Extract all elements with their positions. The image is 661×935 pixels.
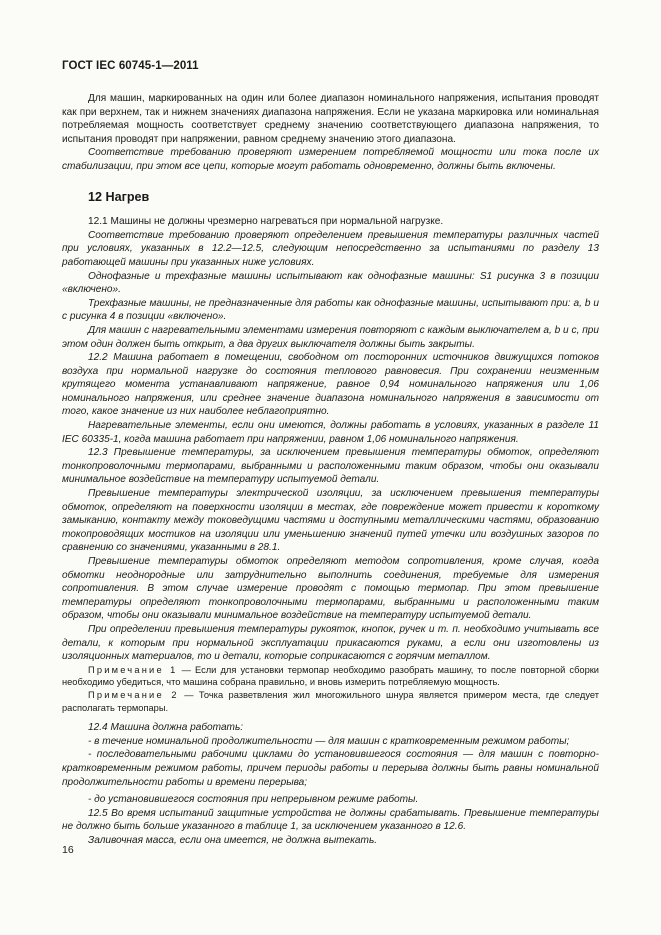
document-body (62, 92, 599, 847)
heating-elements-voltage-paragraph: Нагревательные элементы, если они имеются, должны работать в условиях, указанных в разделе 11 IEC 60335-1, когда машина работает при напряжении, равном 1,06 номинального напряжения. (62, 420, 599, 445)
compliance-paragraph: Соответствие требованию проверяют измерением потребляемой мощности или тока после их стабилизации, при этом все цепи, которые могут работать одновременно, должны быть включены. (62, 147, 599, 172)
note-1 (62, 664, 599, 689)
clause-12-4-item-3: - до установившегося состояния при непрерывном режиме работы. (88, 794, 419, 806)
intro-paragraph: Для машин, маркированных на один или более диапазон номинального напряжения, испытания проводят как при верхнем, так и нижнем значениях диапазона напряжения. Если не указана маркировка или номинальная потребляемая мощность соответствует среднему значению соответствующего диапазона напряжения, то испытания проводят при напряжении, равном среднему значению этого диапазона. (62, 93, 599, 145)
section-title: 12 Нагрев (88, 189, 150, 204)
clause-12-4-title: 12.4 Машина должна работать: (88, 722, 244, 734)
single-three-phase-paragraph: Однофазные и трехфазные машины испытывают как однофазные машины: S1 рисунка 3 в позиции «включено». (62, 270, 599, 296)
note-1-text: — Если для установки термопар необходимо разобрать машину, то после повторной сборки необходимо убедиться, что машина собрана правильно, и вновь измерить потребляемую мощность. (62, 664, 600, 688)
clause-12-2: 12.2 Машина работает в помещении, свободном от посторонних источников движущихся потоков воздуха при нормальной нагрузке до состояния теплового равновесия. При сохранении неизменным крутящего момента устанавливают напряжение, равное 0,94 номинального напряжения или 1,06 номинального напряжения, или среднее значение диапазона номинального напряжения в зависимости от того, какое значение из них наиболее неблагоприятно. (62, 352, 599, 418)
clause-12-1: 12.1 Машины не должны чрезмерно нагреваться при нормальной нагрузке. (88, 216, 444, 228)
handles-rise-paragraph: При определении превышения температуры рукояток, кнопок, ручек и т. п. необходимо учитывать все детали, к которым при нормальной эксплуатации прикасаются руками, а если они изготовлены из изоляционных материалов, то и детали, которые соприкасаются с горячим металлом. (62, 623, 599, 663)
note-1-label: Примечание 1 (88, 664, 178, 675)
filling-compound-paragraph: Заливочная масса, если она имеется, не должна вытекать. (88, 834, 378, 846)
page-number: 16 (62, 844, 74, 856)
clause-12-4-item-1: - в течение номинальной продолжительности — для машин с кратковременным режимом работы; (88, 735, 570, 747)
insulation-rise-paragraph: Превышение температуры электрической изоляции, за исключением превышения температуры обмоток, определяют на поверхности изоляции в местах, где повреждение может привести к короткому замыканию, контакту между токоведущими частями и доступными металлическими частями, образованию токопроводящих мостиков на изоляции или уменьшению значений путей утечки или воздушных зазоров по сравнению со значениями, указанными в 28.1. (62, 488, 599, 554)
note-2-label: Примечание 2 (88, 689, 179, 700)
compliance-12-1: Соответствие требованию проверяют определением превышения температуры различных частей при условиях, указанных в 12.2—12.5, следующим непосредственно за испытаниями по разделу 13 работающей машины при указанных ниже условиях. (62, 229, 599, 268)
windings-rise-paragraph: Превышение температуры обмоток определяют методом сопротивления, кроме случая, когда обмотки неоднородные или затруднительно выполнить соединения, требуемые для измерения сопротивления. В этом случае измерение проводят с помощью термопар. При этом превышение температуры определяют тонкопроволочными термопарами, выбранными и расположенными таким образом, чтобы они оказывали минимальное воздействие на температуру испытуемой детали. (62, 556, 599, 622)
three-phase-paragraph: Трехфазные машины, не предназначенные для работы как однофазные машины, испытывают при: a, b и c рисунка 4 в позиции «включено». (62, 297, 599, 323)
standard-header: ГОСТ IEC 60745-1—2011 (62, 60, 199, 72)
note-2 (62, 689, 599, 714)
note-2-text: — Точка разветвления жил многожильного шнура является примером места, где следует располагать термопары. (62, 689, 599, 713)
clause-12-5: 12.5 Во время испытаний защитные устройства не должны срабатывать. Превышение температуры не должно быть больше указанного в таблице 1, за исключением указанного в 12.6. (62, 807, 599, 833)
clause-12-3: 12.3 Превышение температуры, за исключением превышения температуры обмоток, определяют тонкопроволочными термопарами, выбранными и расположенными таким образом, чтобы они оказывали минимальное воздействие на температуру испытуемой детали. (62, 447, 599, 486)
clause-12-4-item-2: - последовательными рабочими циклами до установившегося состояния — для машин с повторно-кратковременным режимом работы, причем периоды работы и перерыва должны быть равны номинальной продолжительности работы и времени перерыва; (62, 749, 599, 788)
heating-elements-paragraph: Для машин с нагревательными элементами измерения повторяют с каждым выключателем a, b и c, при этом один должен быть открыт, а два других выключателя должны быть закрыты. (62, 324, 599, 350)
